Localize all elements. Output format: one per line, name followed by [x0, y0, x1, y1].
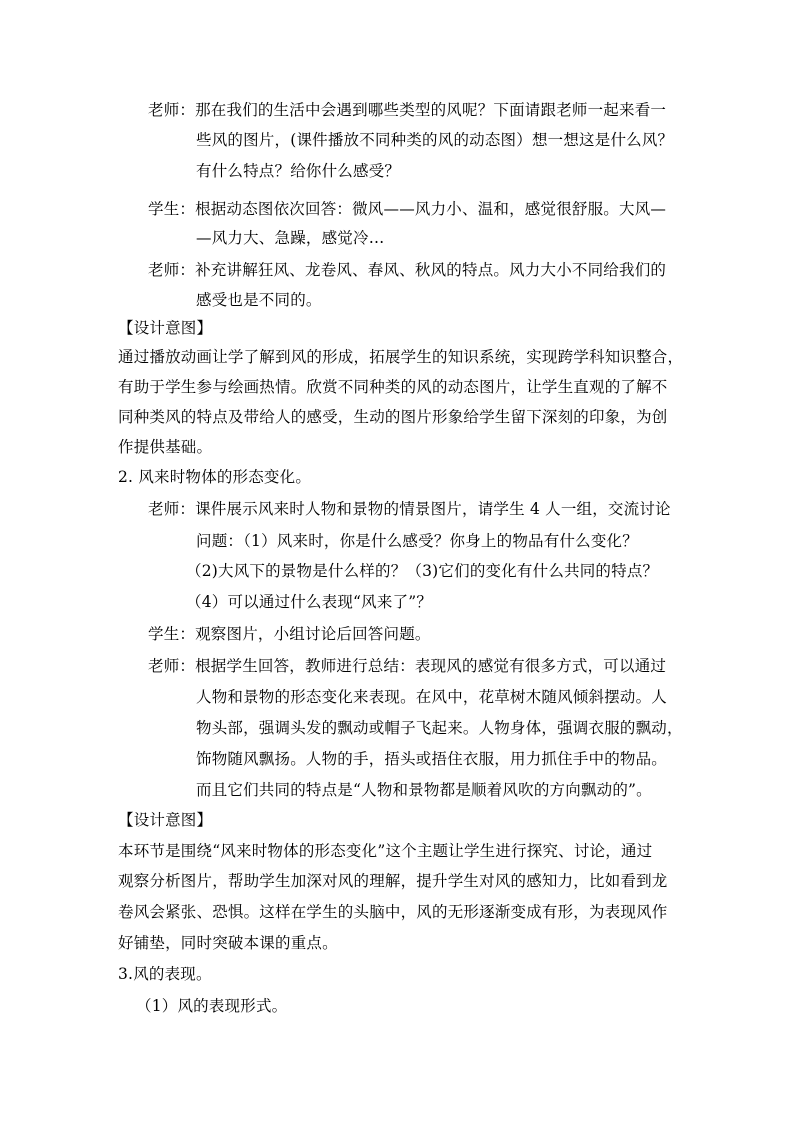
dialogue-text: 观察图片，小组讨论后回答问题。 [195, 625, 431, 643]
paragraph-line: 通过播放动画让学了解到风的形成，拓展学生的知识系统，实现跨学科知识整合， [118, 348, 684, 366]
dialogue-text: 根据动态图依次回答：微风——风力小、温和，感觉很舒服。大风— [195, 200, 667, 218]
dialogue-text: 有什么特点？给你什么感受？ [196, 162, 401, 180]
dialogue-text: 根据学生回答，教师进行总结：表现风的感觉有很多方式，可以通过 [195, 657, 667, 675]
dialogue-text: 人物和景物的形态变化来表现。在风中，花草树木随风倾斜摆动。人 [196, 688, 668, 706]
sub-heading: （1）风的表现形式。 [136, 997, 288, 1015]
dialogue-text: 物头部，强调头发的飘动或帽子飞起来。人物身体，强调衣服的飘动， [196, 719, 683, 737]
teacher-label: 老师： [148, 657, 196, 675]
paragraph-line: 作提供基础。 [118, 438, 213, 456]
paragraph-line: 有助于学生参与绘画热情。欣赏不同种类的风的动态图片，让学生直观的了解不 [118, 378, 668, 396]
design-intent-title: 【设计意图】 [118, 811, 213, 829]
student-label: 学生： [148, 200, 196, 218]
dialogue-text: 感受也是不同的。 [196, 291, 322, 309]
paragraph-line: 同种类风的特点及带给人的感受，生动的图片形象给学生留下深刻的印象，为创 [118, 408, 668, 426]
dialogue-line [148, 656, 666, 676]
design-intent-title: 【设计意图】 [118, 319, 213, 337]
teacher-label: 老师： [148, 500, 196, 518]
dialogue-text: 课件展示风来时人物和景物的情景图片，请学生 4 人一组，交流讨论 [195, 500, 671, 518]
paragraph-line: 本环节是围绕“风来时物体的形态变化”这个主题让学生进行探究、讨论，通过 [118, 842, 653, 860]
dialogue-text: 问题：（1）风来时，你是什么感受？你身上的物品有什么变化？ [196, 532, 638, 550]
paragraph-line: 卷风会紧张、恐惧。这样在学生的头脑中，风的无形逐渐变成有形，为表现风作 [118, 903, 668, 921]
dialogue-line [148, 100, 666, 120]
dialogue-text: 补充讲解狂风、龙卷风、春风、秋风的特点。风力大小不同给我们的 [195, 261, 667, 279]
dialogue-text: 而且它们共同的特点是“人物和景物都是顺着风吹的方向飘动的”。 [196, 781, 652, 799]
paragraph-line: 好铺垫，同时突破本课的重点。 [118, 934, 338, 952]
paragraph-line: 观察分析图片，帮助学生加深对风的理解，提升学生对风的感知力，比如看到龙 [118, 872, 668, 890]
dialogue-text: （4）可以通过什么表现“风来了”？ [186, 593, 433, 611]
dialogue-line [148, 199, 666, 219]
dialogue-text: —风力大、急躁，感觉冷… [196, 229, 385, 247]
teacher-label: 老师： [148, 101, 196, 119]
dialogue-line [148, 624, 431, 644]
teacher-label: 老师： [148, 261, 196, 279]
dialogue-line [148, 499, 671, 519]
dialogue-text: 那在我们的生活中会遇到哪些类型的风呢？下面请跟老师一起来看一 [195, 101, 667, 119]
dialogue-line [148, 260, 666, 280]
student-label: 学生： [148, 625, 196, 643]
dialogue-text: （2)大风下的景物是什么样的？（3)它们的变化有什么共同的特点？ [186, 562, 659, 580]
section-heading: 2. 风来时物体的形态变化。 [118, 468, 312, 486]
dialogue-text: 饰物随风飘扬。人物的手，捂头或捂住衣服，用力抓住手中的物品。 [196, 750, 668, 768]
section-heading: 3.风的表现。 [118, 965, 212, 983]
dialogue-text: 些风的图片，(课件播放不同种类的风的动态图）想一想这是什么风？ [196, 131, 674, 149]
